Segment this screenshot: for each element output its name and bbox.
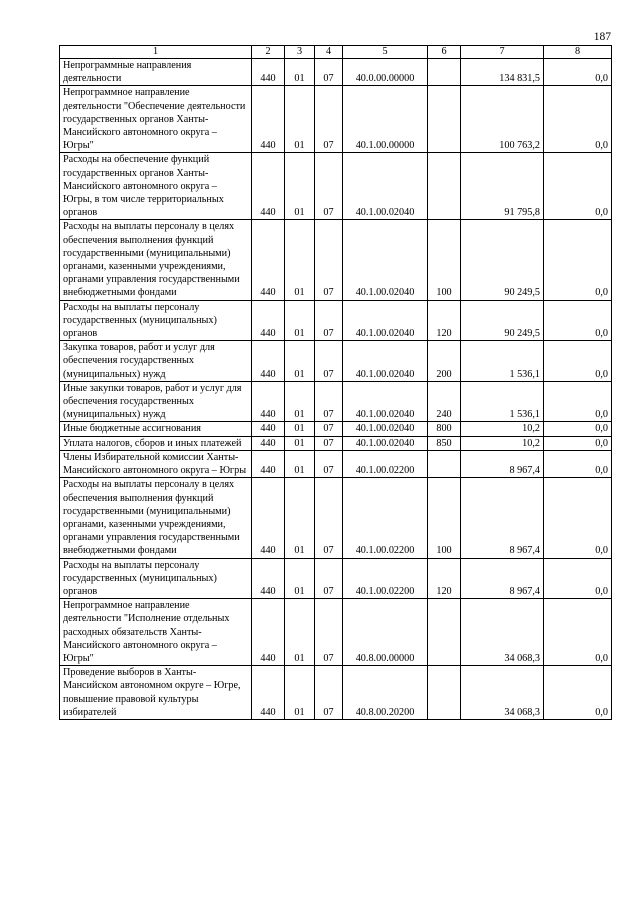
row-name: Расходы на выплаты персоналу государственных (муниципальных) органов [60,558,252,599]
row-code-2: 440 [252,450,285,477]
row-amount-7: 34 068,3 [461,666,544,720]
row-code-6 [428,86,461,153]
row-code-4: 07 [315,558,343,599]
table-row [60,341,612,382]
row-code-2: 440 [252,341,285,382]
row-code-6: 240 [428,381,461,422]
row-code-3: 01 [285,59,315,86]
row-code-2: 440 [252,381,285,422]
table-row [60,86,612,153]
row-code-5: 40.1.00.02040 [343,341,428,382]
row-code-5: 40.1.00.02200 [343,478,428,558]
row-code-2: 440 [252,220,285,300]
row-amount-8: 0,0 [544,422,612,436]
column-header: 7 [461,46,544,59]
table-row [60,599,612,666]
row-code-4: 07 [315,153,343,220]
row-code-4: 07 [315,599,343,666]
row-code-6 [428,599,461,666]
row-code-4: 07 [315,436,343,450]
row-code-2: 440 [252,86,285,153]
table-row [60,59,612,86]
row-code-4: 07 [315,422,343,436]
row-amount-7: 8 967,4 [461,450,544,477]
row-name: Члены Избирательной комиссии Ханты-Мансийского автономного округа – Югры [60,450,252,477]
row-amount-8: 0,0 [544,599,612,666]
row-amount-8: 0,0 [544,666,612,720]
row-code-2: 440 [252,666,285,720]
row-code-2: 440 [252,599,285,666]
row-name: Непрограммное направление деятельности "Обеспечение деятельности государственных органов Ханты-Мансийского автономного округа – Югры" [60,86,252,153]
row-name: Закупка товаров, работ и услуг для обеспечения государственных (муниципальных) нужд [60,341,252,382]
table-row [60,478,612,558]
row-name: Уплата налогов, сборов и иных платежей [60,436,252,450]
row-code-4: 07 [315,86,343,153]
row-amount-8: 0,0 [544,341,612,382]
row-code-2: 440 [252,478,285,558]
row-name: Проведение выборов в Ханты-Мансийском автономном округе – Югре, повышение правовой культуры избирателей [60,666,252,720]
row-amount-8: 0,0 [544,86,612,153]
row-code-3: 01 [285,153,315,220]
row-code-4: 07 [315,59,343,86]
row-code-2: 440 [252,59,285,86]
row-amount-7: 10,2 [461,436,544,450]
row-name: Расходы на обеспечение функций государственных органов Ханты-Мансийского автономного округа – Югры, в том числе территориальных органов [60,153,252,220]
row-code-3: 01 [285,436,315,450]
row-code-3: 01 [285,86,315,153]
row-name: Непрограммное направление деятельности "Исполнение отдельных расходных обязательств Ханты-Мансийского автономного округа – Югры" [60,599,252,666]
row-code-5: 40.1.00.02040 [343,422,428,436]
budget-table [59,45,612,720]
row-code-3: 01 [285,381,315,422]
row-amount-8: 0,0 [544,220,612,300]
column-header: 2 [252,46,285,59]
row-code-4: 07 [315,450,343,477]
row-code-5: 40.1.00.02040 [343,436,428,450]
row-name: Расходы на выплаты персоналу в целях обеспечения выполнения функций государственными (муниципальными) органами, казенными учреждениями, органами управления государственными внебюджетными фондами [60,220,252,300]
row-code-3: 01 [285,599,315,666]
row-amount-8: 0,0 [544,478,612,558]
row-code-3: 01 [285,300,315,341]
row-code-5: 40.0.00.00000 [343,59,428,86]
table-row [60,220,612,300]
row-amount-8: 0,0 [544,300,612,341]
table-body [60,59,612,720]
row-code-6: 200 [428,341,461,382]
row-code-3: 01 [285,341,315,382]
row-code-5: 40.1.00.02040 [343,300,428,341]
row-name: Иные закупки товаров, работ и услуг для обеспечения государственных (муниципальных) нужд [60,381,252,422]
row-code-2: 440 [252,436,285,450]
table-row [60,300,612,341]
column-header: 4 [315,46,343,59]
row-code-2: 440 [252,300,285,341]
row-amount-7: 90 249,5 [461,220,544,300]
row-name: Расходы на выплаты персоналу в целях обеспечения выполнения функций государственными (муниципальными) органами, казенными учреждениями, органами управления государственными внебюджетными фондами [60,478,252,558]
row-code-2: 440 [252,558,285,599]
row-amount-7: 134 831,5 [461,59,544,86]
row-code-3: 01 [285,666,315,720]
row-code-3: 01 [285,220,315,300]
row-code-4: 07 [315,341,343,382]
row-code-5: 40.8.00.20200 [343,666,428,720]
row-code-6 [428,450,461,477]
row-code-3: 01 [285,478,315,558]
row-amount-8: 0,0 [544,436,612,450]
row-amount-8: 0,0 [544,381,612,422]
row-amount-7: 91 795,8 [461,153,544,220]
column-header: 5 [343,46,428,59]
row-code-5: 40.8.00.00000 [343,599,428,666]
row-code-6 [428,666,461,720]
row-code-6: 100 [428,220,461,300]
row-amount-7: 10,2 [461,422,544,436]
row-code-6 [428,59,461,86]
row-code-5: 40.1.00.02200 [343,450,428,477]
row-code-2: 440 [252,422,285,436]
row-code-4: 07 [315,478,343,558]
row-amount-7: 100 763,2 [461,86,544,153]
column-header: 3 [285,46,315,59]
row-code-3: 01 [285,558,315,599]
row-amount-7: 1 536,1 [461,341,544,382]
row-code-3: 01 [285,422,315,436]
row-code-3: 01 [285,450,315,477]
row-name: Расходы на выплаты персоналу государственных (муниципальных) органов [60,300,252,341]
row-code-4: 07 [315,666,343,720]
table-row [60,381,612,422]
row-amount-8: 0,0 [544,59,612,86]
table-header-row [60,46,612,59]
column-header: 8 [544,46,612,59]
column-header: 1 [60,46,252,59]
row-amount-7: 8 967,4 [461,478,544,558]
row-code-6: 800 [428,422,461,436]
row-code-5: 40.1.00.02040 [343,381,428,422]
row-amount-7: 8 967,4 [461,558,544,599]
table-row [60,422,612,436]
column-header: 6 [428,46,461,59]
table-row [60,436,612,450]
table-row [60,450,612,477]
table-row [60,153,612,220]
row-amount-7: 1 536,1 [461,381,544,422]
row-code-5: 40.1.00.02040 [343,153,428,220]
row-code-5: 40.1.00.00000 [343,86,428,153]
table-row [60,558,612,599]
row-code-4: 07 [315,381,343,422]
row-code-6: 850 [428,436,461,450]
row-code-6: 120 [428,300,461,341]
row-name: Иные бюджетные ассигнования [60,422,252,436]
row-code-6: 120 [428,558,461,599]
row-code-4: 07 [315,300,343,341]
row-code-5: 40.1.00.02200 [343,558,428,599]
row-amount-8: 0,0 [544,450,612,477]
table-row [60,666,612,720]
row-amount-7: 90 249,5 [461,300,544,341]
row-code-4: 07 [315,220,343,300]
row-code-6: 100 [428,478,461,558]
row-code-2: 440 [252,153,285,220]
row-code-6 [428,153,461,220]
row-code-5: 40.1.00.02040 [343,220,428,300]
page-number: 187 [593,31,611,43]
row-amount-8: 0,0 [544,558,612,599]
row-name: Непрограммные направления деятельности [60,59,252,86]
row-amount-8: 0,0 [544,153,612,220]
row-amount-7: 34 068,3 [461,599,544,666]
